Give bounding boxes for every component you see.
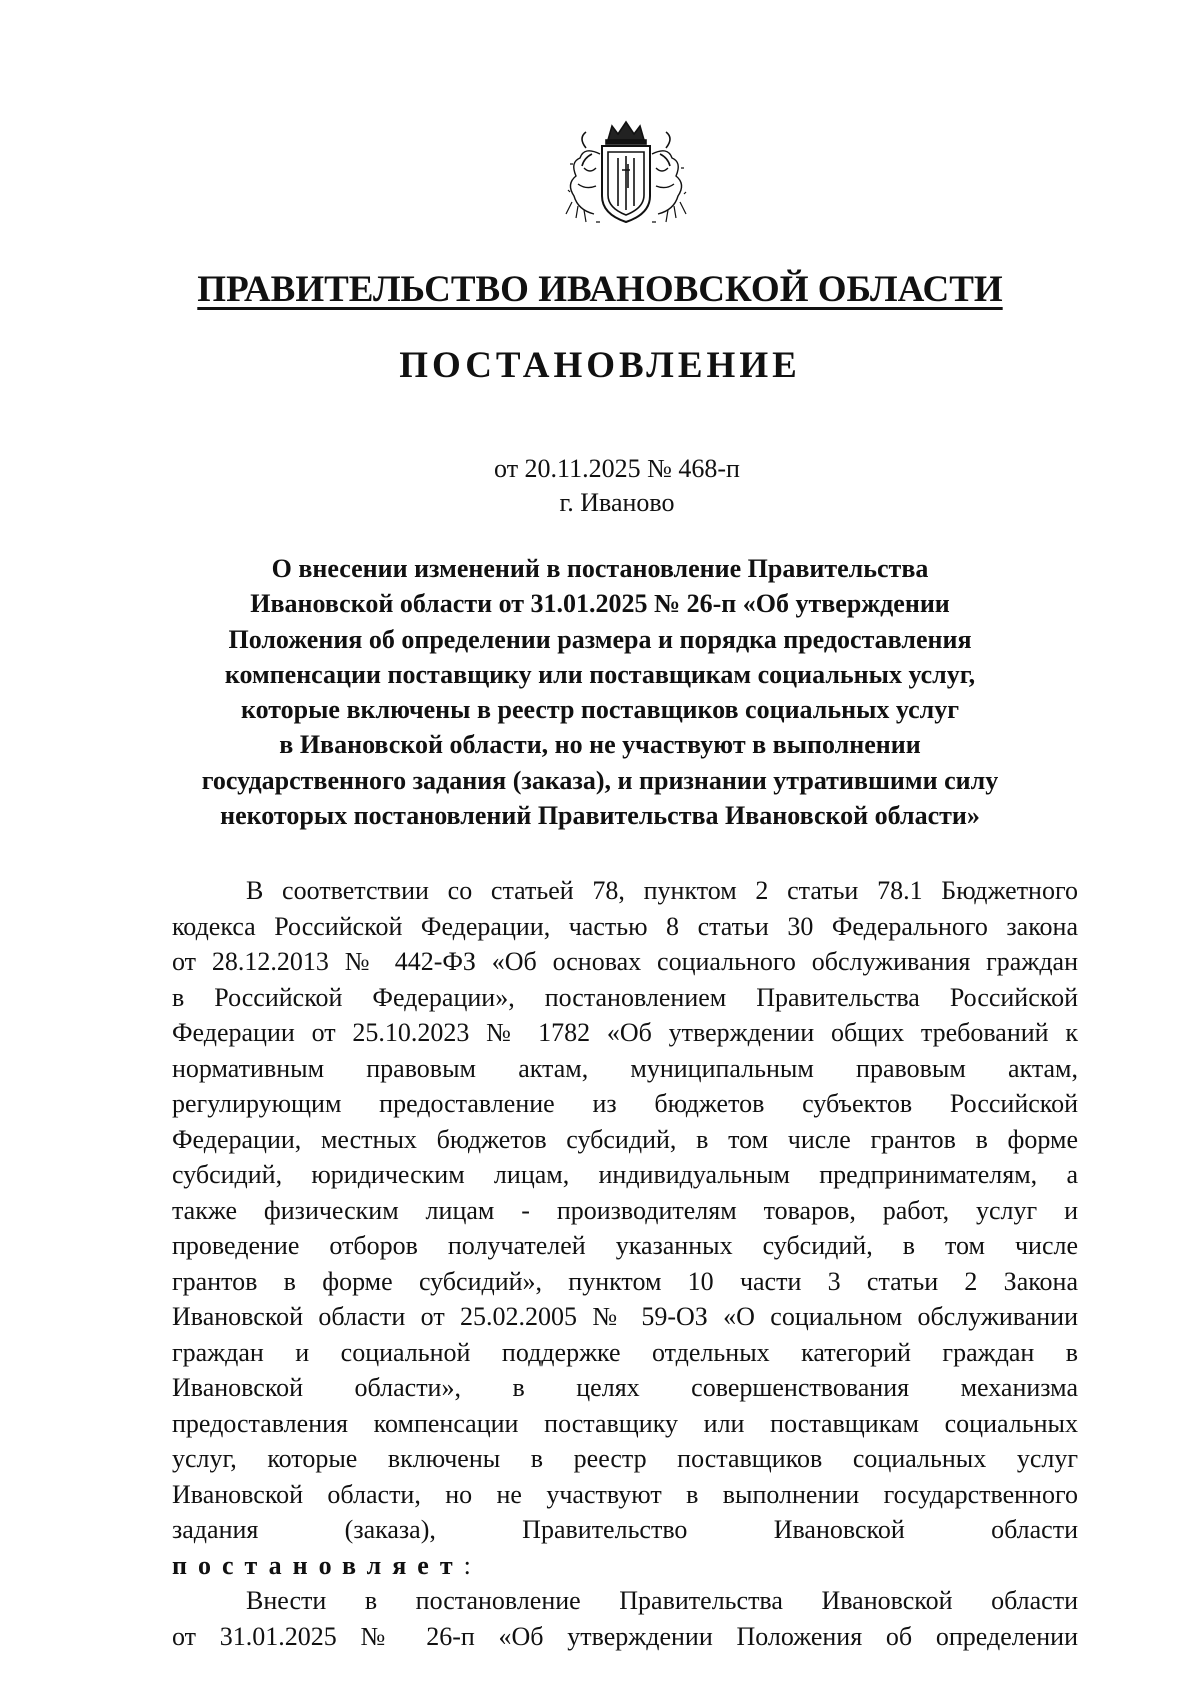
body-line: грантов в форме субсидий», пунктом 10 части 3 статьи 2 Закона <box>172 1266 1078 1296</box>
item-line: Внести в постановление Правительства Ивановской области <box>246 1586 1078 1615</box>
document-meta <box>0 452 1200 520</box>
body-line: проведение отборов получателей указанных субсидий, в том числе <box>172 1231 1078 1260</box>
resolves-line <box>172 1548 1078 1584</box>
coat-of-arms-emblem <box>556 118 696 226</box>
subject-line: Ивановской области от 31.01.2025 № 26-п «Об утверждении <box>250 589 950 619</box>
body-line: также физическим лицам - производителям товаров, работ, услуг и <box>172 1195 1078 1225</box>
preamble-text <box>172 873 1078 1654</box>
body-line: регулирующим предоставление из бюджетов субъектов Российской <box>172 1089 1078 1118</box>
body-line: субсидий, юридическим лицам, индивидуальным предпринимателям, а <box>172 1160 1078 1189</box>
city: г. Иваново <box>559 488 675 517</box>
resolves-colon: : <box>463 1550 471 1580</box>
subject-line: Положения об определении размера и порядка предоставления <box>228 624 972 654</box>
body-line: Ивановской области от 25.02.2005 № 59-ОЗ «О социальном обслуживании <box>172 1302 1078 1331</box>
body-line: в Российской Федерации», постановлением Правительства Российской <box>172 982 1078 1012</box>
body-line: В соответствии со статьей 78, пунктом 2 статьи 78.1 Бюджетного <box>246 876 1078 905</box>
body-line: услуг, которые включены в реестр поставщиков социальных услуг <box>172 1444 1078 1473</box>
body-line: от 28.12.2013 № 442-ФЗ «Об основах социального обслуживания граждан <box>172 947 1078 976</box>
body-line: нормативным правовым актам, муниципальным правовым актам, <box>172 1053 1078 1083</box>
body-line: Федерации, местных бюджетов субсидий, в том числе грантов в форме <box>172 1124 1078 1154</box>
body-line: Федерации от 25.10.2023 № 1782 «Об утверждении общих требований к <box>172 1018 1078 1047</box>
body-line: граждан и социальной поддержке отдельных категорий граждан в <box>172 1337 1078 1367</box>
body-line: предоставления компенсации поставщику или поставщикам социальных <box>172 1408 1078 1438</box>
subject-line: в Ивановской области, но не участвуют в выполнении <box>279 730 921 760</box>
body-line: Ивановской области, но не участвуют в выполнении государственного <box>172 1479 1078 1509</box>
subject-line: О внесении изменений в постановление Правительства <box>271 554 929 583</box>
subject-line: государственного задания (заказа), и признании утратившими силу <box>201 765 999 795</box>
subject-line: которые включены в реестр поставщиков социальных услуг <box>240 695 960 725</box>
subject-line: компенсации поставщику или поставщикам социальных услуг, <box>224 659 976 689</box>
document-subject <box>0 551 1200 833</box>
date-and-number: от 20.11.2025 № 468-п <box>494 454 740 483</box>
document-type-title: ПОСТАНОВЛЕНИЕ <box>399 345 801 386</box>
body-line: задания (заказа), Правительство Ивановской области <box>172 1515 1078 1544</box>
item-line: от 31.01.2025 № 26-п «Об утверждении Положения об определении <box>172 1621 1078 1651</box>
subject-line: некоторых постановлений Правительства Ивановской области» <box>220 801 980 831</box>
government-name: ПРАВИТЕЛЬСТВО ИВАНОВСКОЙ ОБЛАСТИ <box>197 269 1003 310</box>
resolves-word: постановляет <box>172 1550 464 1580</box>
body-line: Ивановской области», в целях совершенствования механизма <box>172 1373 1078 1402</box>
body-line: кодекса Российской Федерации, частью 8 статьи 30 Федерального закона <box>172 911 1078 941</box>
